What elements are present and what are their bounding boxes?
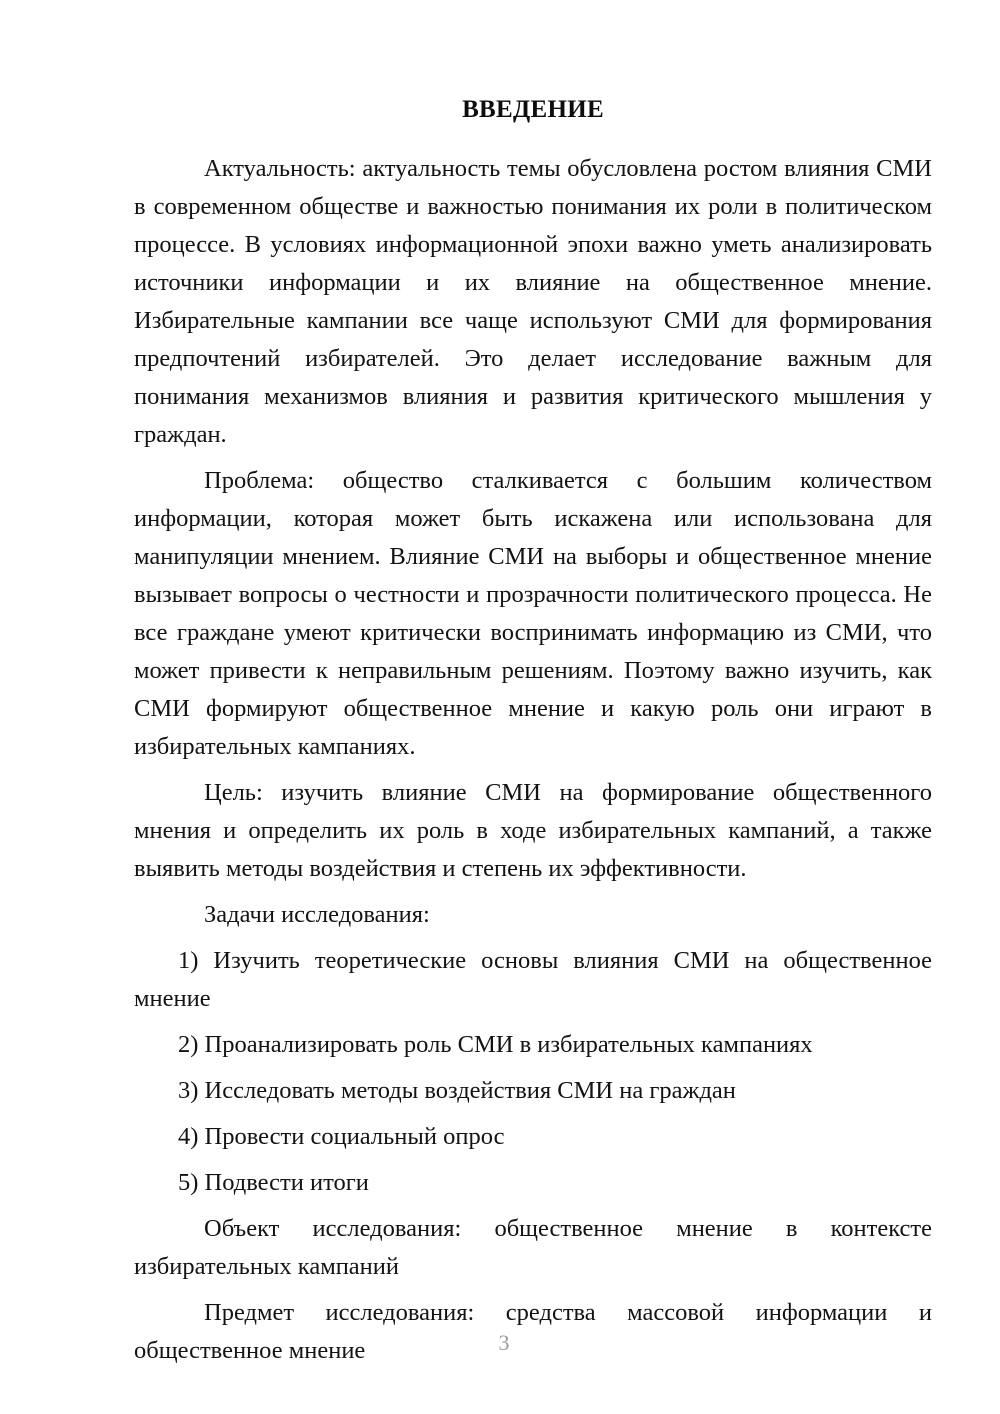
paragraph-goal: Цель: изучить влияние СМИ на формирование общественного мнения и определить их роль в ходе избирательных кампаний, а также выявить методы воздействия и степень их эффективности.: [134, 778, 932, 882]
page-number-footer: [0, 1330, 1000, 1356]
paragraph-object: Объект исследования: общественное мнение в контексте избирательных кампаний: [134, 1214, 932, 1280]
list-item: 4) Провести социальный опрос: [178, 1122, 505, 1150]
page-title: ВВЕДЕНИЕ: [462, 96, 604, 123]
list-item: 3) Исследовать методы воздействия СМИ на граждан: [178, 1076, 736, 1104]
list-item: 2) Проанализировать роль СМИ в избирательных кампаниях: [178, 1030, 813, 1058]
tasks-list: [134, 942, 932, 1202]
page-content: [134, 0, 932, 1370]
tasks-heading: Задачи исследования:: [204, 900, 430, 928]
list-item: 1) Изучить теоретические основы влияния СМИ на общественное мнение: [134, 946, 932, 1012]
paragraph-relevance: Актуальность: актуальность темы обусловлена ростом влияния СМИ в современном обществе и важностью понимания их роли в политическом процессе. В условиях информационной эпохи важно уметь анализировать источники информации и их влияние на общественное мнение. Избирательные кампании все чаще используют СМИ для формирования предпочтений избирателей. Это делает исследование важным для понимания механизмов влияния и развития критического мышления у граждан.: [134, 154, 932, 448]
list-item: 5) Подвести итоги: [178, 1168, 369, 1196]
page-number-value: 3: [498, 1330, 510, 1355]
paragraph-problem: Проблема: общество сталкивается с большим количеством информации, которая может быть искажена или использована для манипуляции мнением. Влияние СМИ на выборы и общественное мнение вызывает вопросы о честности и прозрачности политического процесса. Не все граждане умеют критически воспринимать информацию из СМИ, что может привести к неправильным решениям. Поэтому важно изучить, как СМИ формируют общественное мнение и какую роль они играют в избирательных кампаниях.: [134, 466, 932, 760]
paragraph-subject: Предмет исследования: средства массовой информации и общественное мнение: [134, 1298, 932, 1364]
